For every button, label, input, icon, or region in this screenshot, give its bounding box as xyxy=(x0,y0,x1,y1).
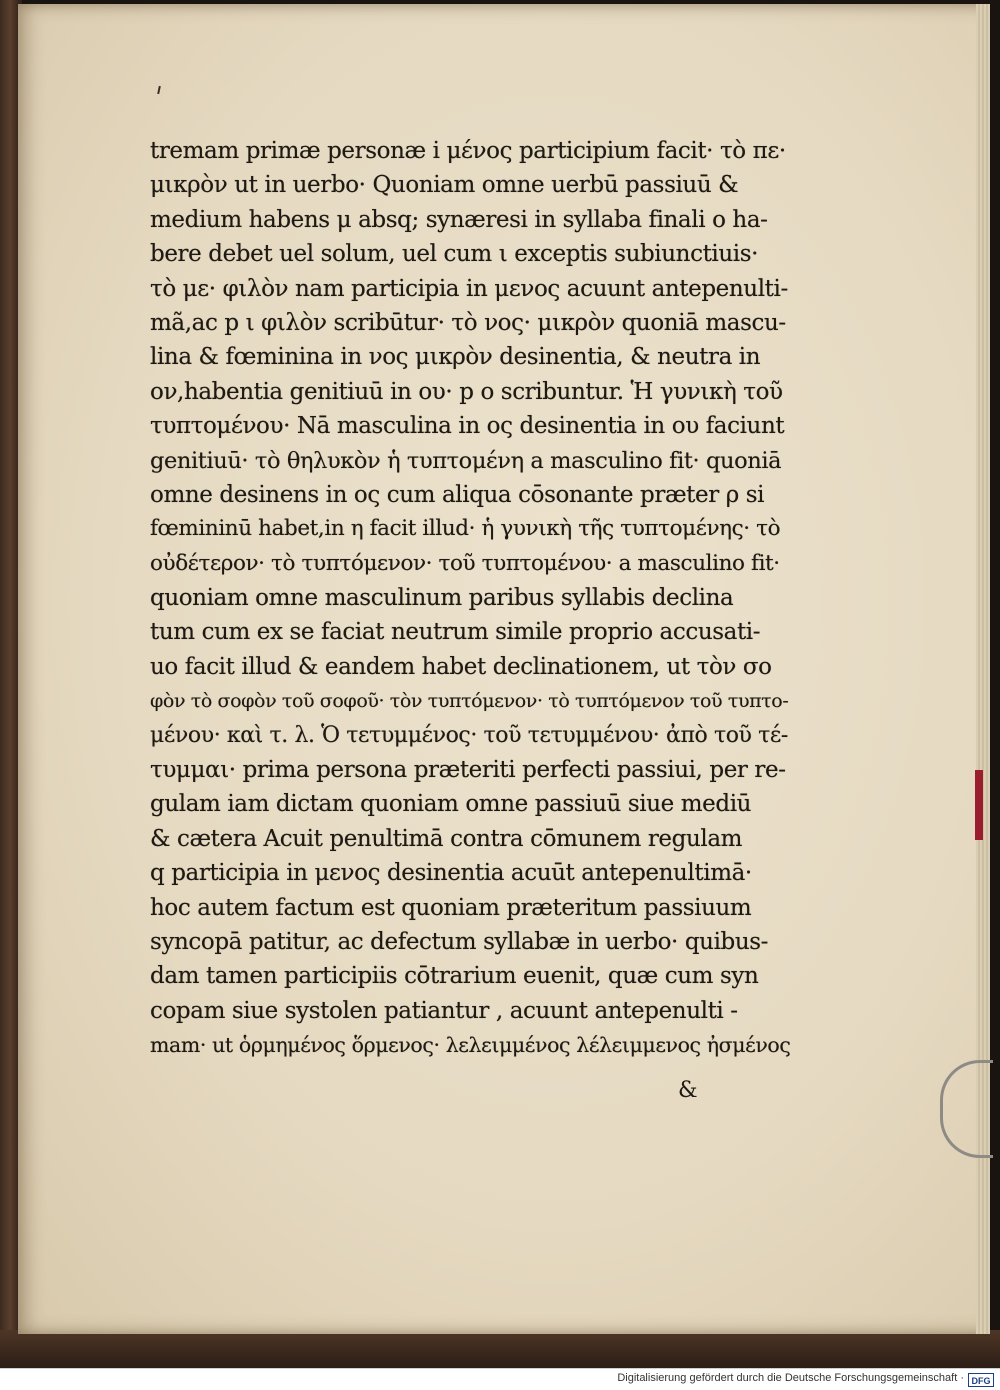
text-line: τυπτομένου· Nā masculina in ος desinentia in ου faciunt xyxy=(150,413,785,440)
page-text-block xyxy=(150,134,790,1063)
catchword: & xyxy=(678,1078,698,1103)
text-line: hoc autem factum est quoniam præteritum passiuum xyxy=(150,894,752,921)
text-line: lina & fœminina in νος μικρὸν desinentia, & neutra in xyxy=(150,344,761,371)
text-line: gulam iam dictam quoniam omne passiuū siue mediū xyxy=(150,791,752,818)
text-line: omne desinens in ος cum aliqua cōsonante præter ρ si xyxy=(150,481,765,508)
text-line: tum cum ex se faciat neutrum simile proprio accusati- xyxy=(150,619,761,646)
text-line: mam· ut ὁρμημένος ὅρμενος· λελειμμένος λέλειμμενος ἠσμένος xyxy=(150,1033,790,1058)
text-line: & cætera Acuit penultimā contra cōmunem regulam xyxy=(150,825,743,852)
text-line: οὐδέτερον· τὸ τυπτόμενον· τοῦ τυπτομένου· a masculino fit· xyxy=(150,550,780,576)
text-line: quoniam omne masculinum paribus syllabis declina xyxy=(150,585,734,612)
footer-bar xyxy=(0,1368,1000,1390)
binding-board-bottom xyxy=(0,1330,1000,1368)
text-line: μένου· καὶ τ. λ. Ὁ τετυμμένος· τοῦ τετυμμένου· ἀπὸ τοῦ τέ- xyxy=(150,722,788,748)
text-line: τυμμαι· prima persona præteriti perfecti passiui, per re- xyxy=(150,757,786,784)
text-line: μικρὸν ut in uerbo· Quoniam omne uerbū passiuū & xyxy=(150,172,739,199)
funding-credit: Digitalisierung gefördert durch die Deutsche Forschungsgemeinschaft · xyxy=(617,1372,964,1384)
text-line: fœmininū habet,in η facit illud· ἡ γυνικὴ τῆς τυπτομένης· τὸ xyxy=(150,516,781,542)
text-line: copam siue systolen patiantur , acuunt antepenulti - xyxy=(150,997,738,1024)
red-ribbon-marker xyxy=(975,770,983,840)
text-line: q participia in μενος desinentia acuūt antepenultimā· xyxy=(150,860,752,887)
text-line: uo facit illud & eandem habet declinationem, ut τὸν σο xyxy=(150,653,772,680)
text-line: τὸ με· φιλὸν nam participia in μενος acuunt antepenulti- xyxy=(150,275,788,302)
text-line: tremam primæ personæ i μένος participium facit· τὸ πε· xyxy=(150,138,786,164)
text-line: mã,ac p ι φιλὸν scribūtur· τὸ νος· μικρὸν quoniā mascu- xyxy=(150,309,786,336)
text-line: dam tamen participiis cōtrarium euenit, quæ cum syn xyxy=(150,963,759,990)
text-line: genitiuū· τὸ θηλυκὸν ἡ τυπτομένη a masculino fit· quoniā xyxy=(150,447,782,474)
text-line: bere debet uel solum, uel cum ι exceptis subiunctiuis· xyxy=(150,241,759,268)
text-line: φὸν τὸ σοφὸν τοῦ σοφοῦ· τὸν τυπτόμενον· τὸ τυπτόμενον τοῦ τυπτο- xyxy=(150,690,789,713)
text-line: syncopā patitur, ac defectum syllabæ in uerbo· quibus- xyxy=(150,928,769,955)
text-line: ον,habentia genitiuū in ου· p ο scribuntur. Ἡ γυνικὴ τοῦ xyxy=(150,378,783,405)
dfg-logo-icon: DFG xyxy=(968,1373,994,1387)
text-line: medium habens μ absq; synæresi in syllaba finali ο ha- xyxy=(150,206,768,233)
